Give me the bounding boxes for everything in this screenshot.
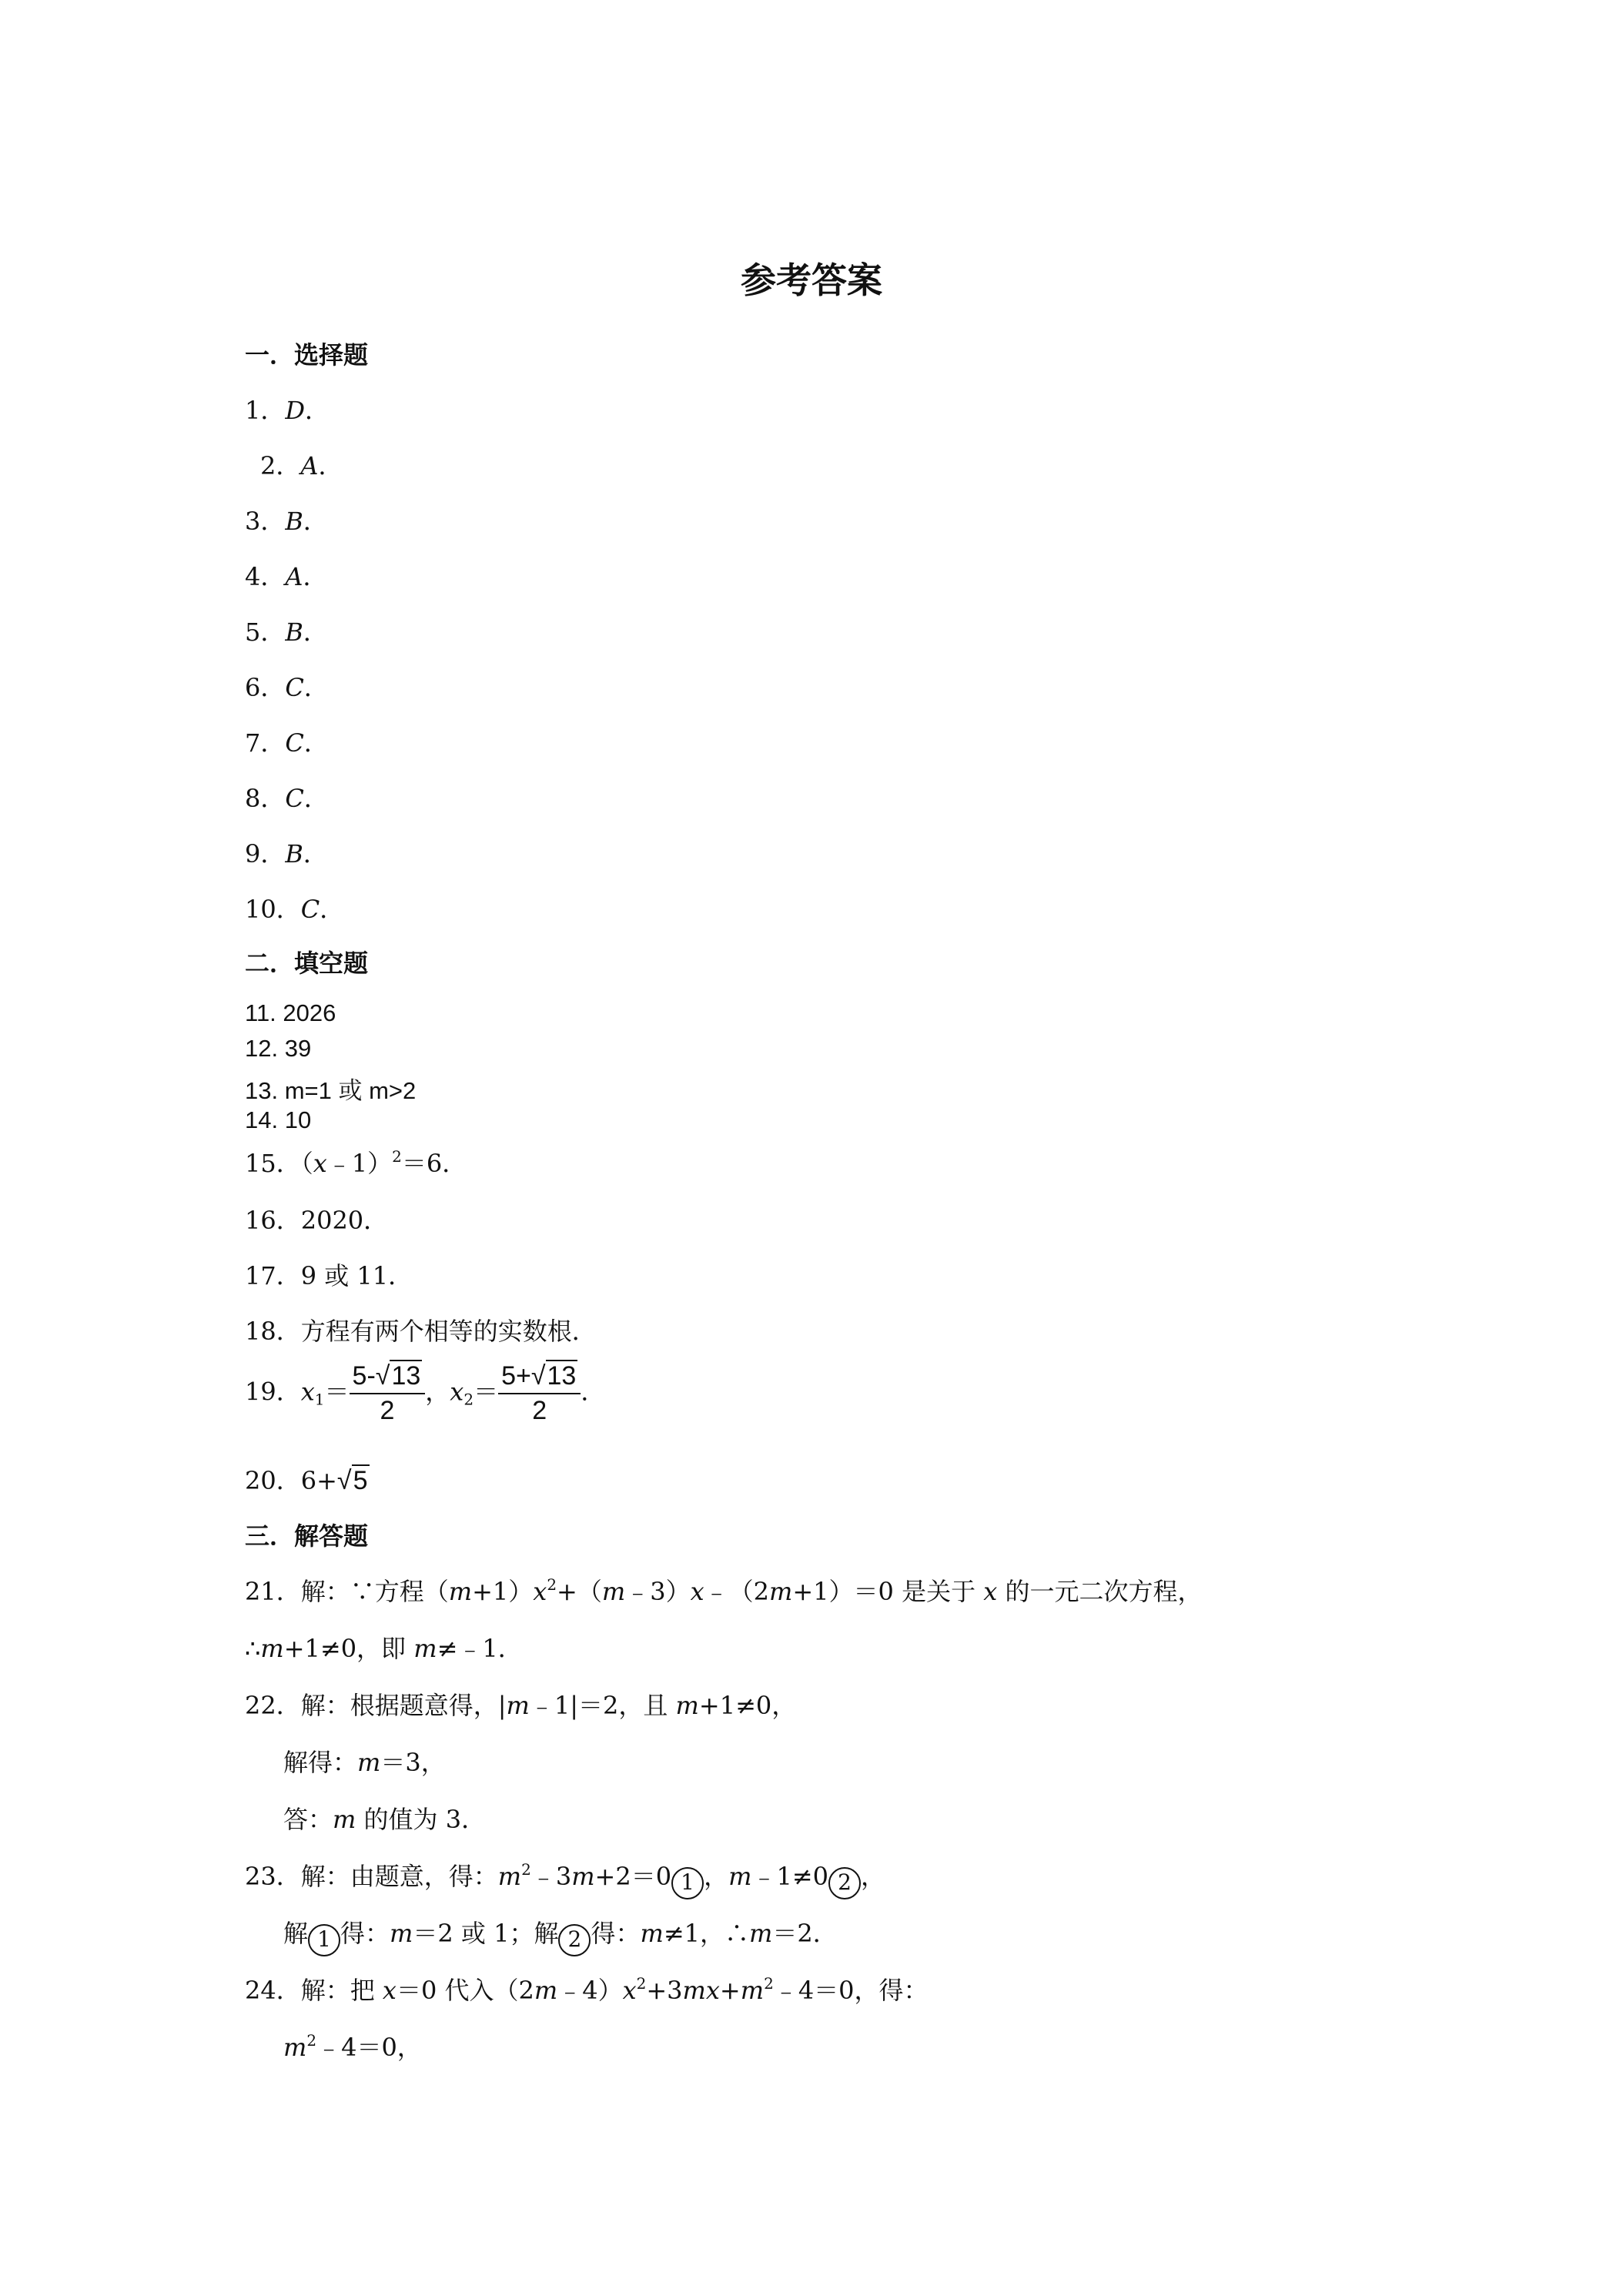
section-heading-choice: 一．选择题 <box>245 340 369 370</box>
choice-answer-2: 2．A． <box>260 451 343 480</box>
fill-answer-18: 18．方程有两个相等的实数根． <box>245 1317 597 1346</box>
fill-answer-11: 11. 2026 <box>245 999 336 1026</box>
fill-answer-17: 17．9 或 11． <box>245 1261 413 1290</box>
fill-answer-16: 16．2020． <box>245 1206 389 1235</box>
choice-answer-1: 1．D． <box>245 396 330 425</box>
solve-23-line-2: 解 1 得：m＝2 或 1；解 2 得：m≠1，∴m＝2． <box>283 1914 838 1956</box>
solve-22-line-3: 答：m 的值为 3． <box>283 1805 487 1834</box>
fill-answer-13: 13. m=1 或 m>2 <box>245 1077 417 1104</box>
solve-22-line-1: 22．解：根据题意得，|m﹣1|＝2，且 m+1≠0， <box>245 1691 797 1720</box>
fill-answer-20: 20．6+√5 <box>245 1466 368 1495</box>
circled-number: 2 <box>828 1867 861 1899</box>
fill-answer-14: 14. 10 <box>245 1106 312 1133</box>
choice-answer-5: 5．B． <box>245 618 328 647</box>
solve-24-line-1: 24．解：把 x＝0 代入$(2m﹣4)x^2+3mx+m^2﹣4=0$，得： <box>245 1974 929 2005</box>
fraction-x1: $\frac{5-√13}{2}$ <box>350 1361 426 1426</box>
solve-21-line-2: ∴m+1≠0，即 m≠﹣1． <box>245 1634 523 1663</box>
solve-23-line-1: 23．解：由题意，得：$m^2﹣3m+2=0$ 1 ，m﹣1≠0 2 ， <box>245 1857 885 1899</box>
circled-number: 1 <box>671 1867 704 1899</box>
solve-22-line-2: 解得：m＝3， <box>283 1748 446 1777</box>
section-heading-fill: 二．填空题 <box>245 949 369 978</box>
page-title: 参考答案 <box>741 259 882 301</box>
fill-answer-12: 12. 39 <box>245 1035 312 1062</box>
choice-answer-7: 7．C． <box>245 728 329 758</box>
choice-answer-10: 10．C． <box>245 895 345 924</box>
circled-number: 1 <box>308 1924 340 1956</box>
circled-number: 2 <box>558 1924 591 1956</box>
fill-answer-15: 15．（x﹣1）$^2$＝6． <box>245 1147 467 1178</box>
choice-answer-8: 8．C． <box>245 784 329 813</box>
choice-answer-9: 9．B． <box>245 839 328 869</box>
fraction-x2: $\frac{5+√13}{2}$ <box>498 1361 581 1426</box>
choice-answer-4: 4．A． <box>245 562 328 591</box>
choice-answer-6: 6．C． <box>245 673 329 702</box>
fill-answer-19: 19．$x_1=$ $\frac{5-√13}{2}$ ，$x_2=$ $\frac{5+√13}{2}$ ． <box>245 1361 606 1425</box>
solve-21-line-1: 21．解：∵方程$(m+1)x^2+(m﹣3)x﹣(2m+1)=0$ 是关于 x 的一元二次方程， <box>245 1575 1203 1606</box>
section-heading-solve: 三．解答题 <box>245 1521 369 1551</box>
solve-24-line-2: $m^2﹣4=0$， <box>283 2031 422 2062</box>
choice-answer-3: 3．B． <box>245 507 328 536</box>
